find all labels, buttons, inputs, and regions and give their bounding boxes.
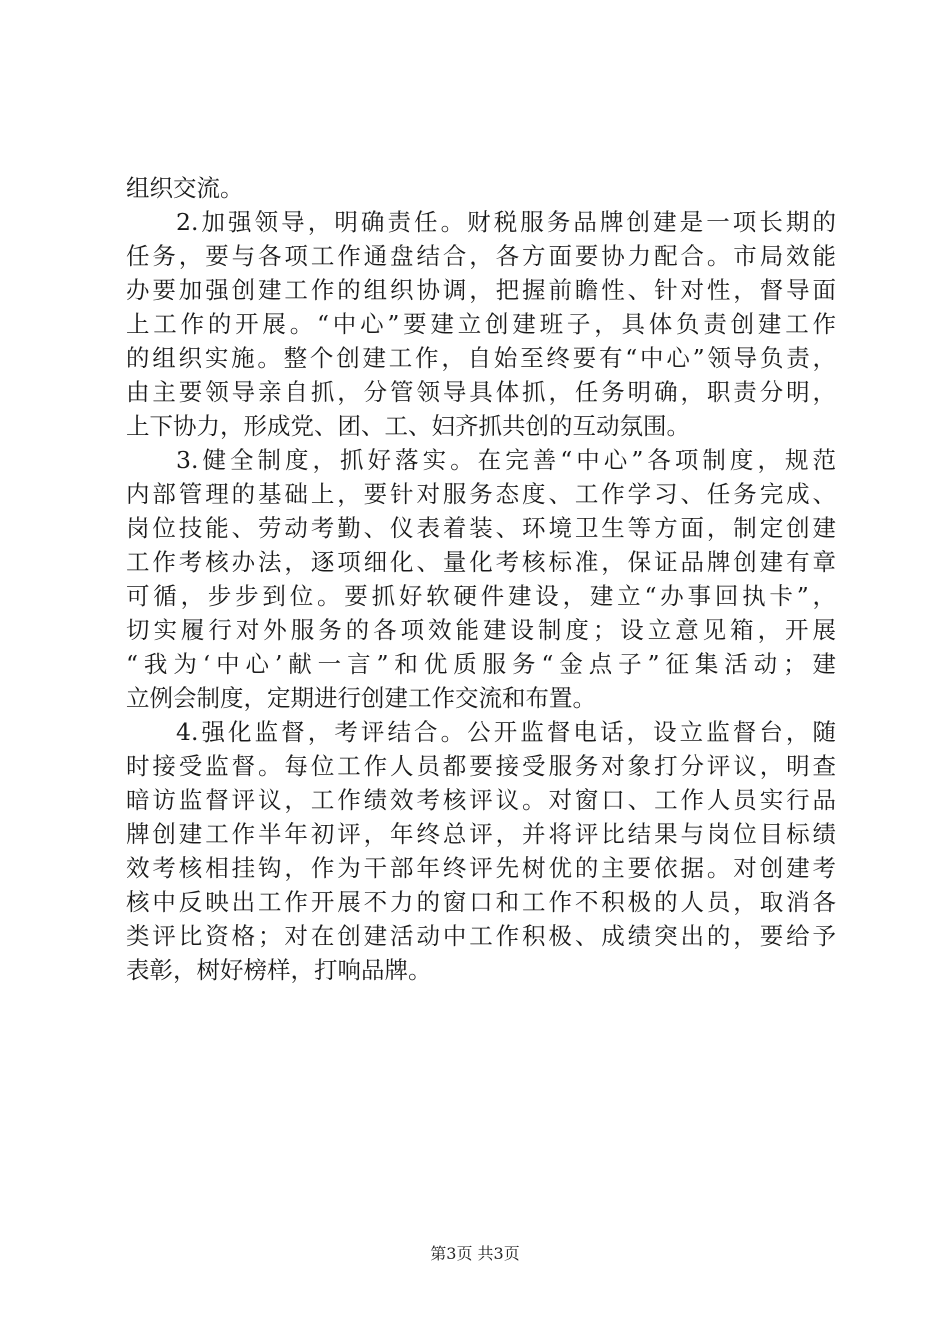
paragraph: [126, 171, 836, 205]
text-line: 内部管理的基础上，要针对服务态度、工作学习、任务完成、: [126, 480, 836, 508]
text-line: 3.健全制度，抓好落实。在完善“中心”各项制度，规范: [176, 446, 836, 474]
page-footer: 第3页 共3页: [430, 1244, 520, 1263]
document-body: [126, 171, 836, 987]
text-line: 岗位技能、劳动考勤、仪表着装、环境卫生等方面，制定创建: [126, 514, 836, 542]
text-line: 可循，步步到位。要抓好软硬件建设，建立“办事回执卡”，: [126, 582, 836, 610]
text-line: “我为‘中心’献一言”和优质服务“金点子”征集活动；建: [126, 650, 836, 678]
text-line: 上下协力，形成党、团、工、妇齐抓共创的互动氛围。: [126, 412, 690, 440]
text-line: 办要加强创建工作的组织协调，把握前瞻性、针对性，督导面: [126, 276, 836, 304]
text-line: 立例会制度，定期进行创建工作交流和布置。: [126, 684, 596, 712]
paragraph: [126, 443, 836, 715]
text-line: 组织交流。: [126, 174, 244, 202]
text-line: 工作考核办法，逐项细化、量化考核标准，保证品牌创建有章: [126, 548, 836, 576]
text-line: 牌创建工作半年初评，年终总评，并将评比结果与岗位目标绩: [126, 820, 836, 848]
text-line: 上工作的开展。“中心”要建立创建班子，具体负责创建工作: [126, 310, 836, 338]
text-line: 2.加强领导，明确责任。财税服务品牌创建是一项长期的: [176, 208, 836, 236]
text-line: 暗访监督评议，工作绩效考核评议。对窗口、工作人员实行品: [126, 786, 836, 814]
text-line: 类评比资格；对在创建活动中工作积极、成绩突出的，要给予: [126, 922, 836, 950]
text-line: 由主要领导亲自抓，分管领导具体抓，任务明确，职责分明，: [126, 378, 836, 406]
text-line: 任务，要与各项工作通盘结合，各方面要协力配合。市局效能: [126, 242, 836, 270]
text-line: 4.强化监督，考评结合。公开监督电话，设立监督台，随: [176, 718, 836, 746]
text-line: 核中反映出工作开展不力的窗口和工作不积极的人员，取消各: [126, 888, 836, 916]
text-line: 表彰，树好榜样，打响品牌。: [126, 956, 432, 984]
text-line: 时接受监督。每位工作人员都要接受服务对象打分评议，明查: [126, 752, 836, 780]
paragraph: [126, 715, 836, 987]
text-line: 效考核相挂钩，作为干部年终评先树优的主要依据。对创建考: [126, 854, 836, 882]
text-line: 的组织实施。整个创建工作，自始至终要有“中心”领导负责，: [126, 344, 836, 372]
paragraph: [126, 205, 836, 443]
text-line: 切实履行对外服务的各项效能建设制度；设立意见箱，开展: [126, 616, 836, 644]
